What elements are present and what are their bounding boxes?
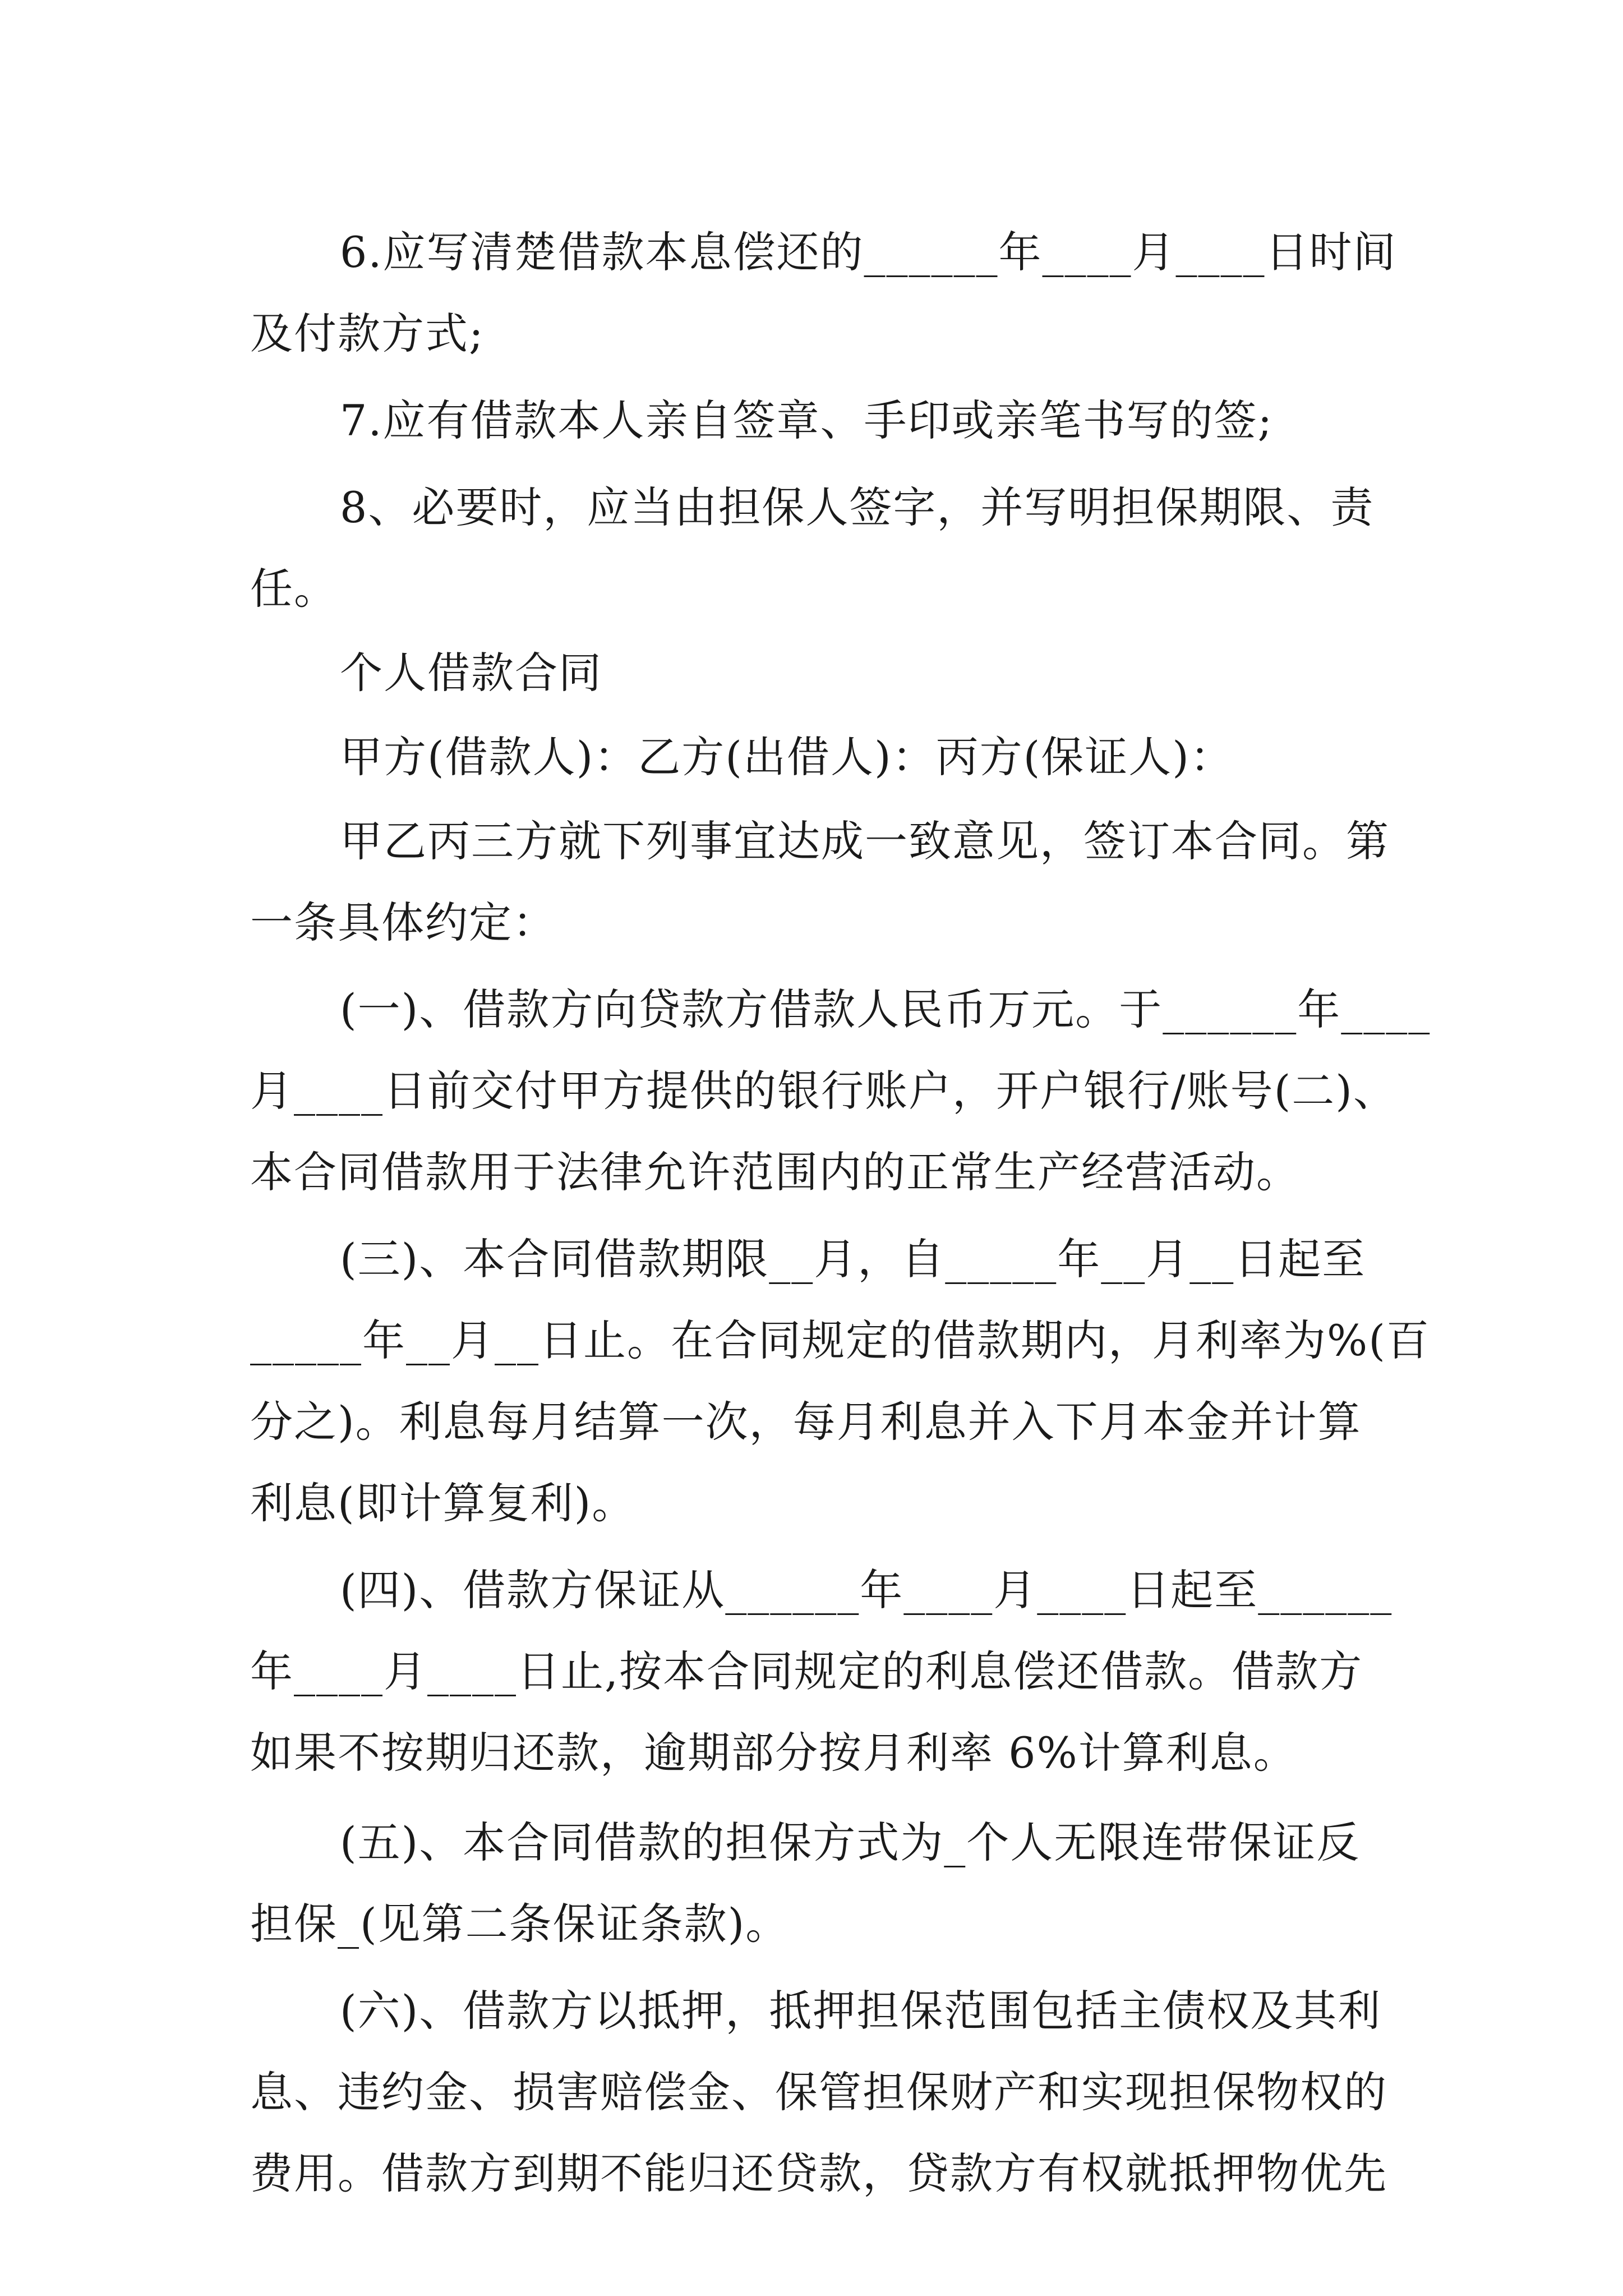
text-line: 费用。借款方到期不能归还贷款，贷款方有权就抵押物优先 bbox=[250, 2148, 1387, 2198]
text-line: 8、必要时，应当由担保人签字，并写明担保期限、责 bbox=[340, 482, 1375, 532]
text-line: 任。 bbox=[250, 564, 338, 614]
text-line: 7.应有借款本人亲自签章、手印或亲笔书写的签; bbox=[340, 395, 1274, 445]
text-line: 月____日前交付甲方提供的银行账户，开户银行/账号(二)、 bbox=[250, 1066, 1397, 1116]
text-line: 担保_(见第二条保证条款)。 bbox=[250, 1899, 790, 1949]
text-line: 甲乙丙三方就下列事宜达成一致意见，签订本合同。第 bbox=[340, 816, 1390, 866]
text-line: (四)、借款方保证从______年____月____日起至______ bbox=[340, 1565, 1393, 1615]
text-line: 分之)。利息每月结算一次，每月利息并入下月本金并计算 bbox=[250, 1397, 1362, 1447]
text-line: 如果不按期归还款，逾期部分按月利率 6%计算利息。 bbox=[250, 1728, 1297, 1778]
text-line: (一)、借款方向贷款方借款人民币万元。于______年____ bbox=[340, 984, 1431, 1034]
section-title: 个人借款合同 bbox=[340, 648, 602, 698]
text-line: (六)、借款方以抵押，抵押担保范围包括主债权及其利 bbox=[340, 1986, 1382, 2036]
text-line: 甲方(借款人)：乙方(出借人)：丙方(保证人)： bbox=[340, 732, 1234, 782]
text-line: 及付款方式; bbox=[250, 309, 485, 358]
text-line: 息、违约金、损害赔偿金、保管担保财产和实现担保物权的 bbox=[250, 2067, 1387, 2117]
text-line: _____年__月__日止。在合同规定的借款期内，月利率为%(百 bbox=[250, 1315, 1430, 1365]
text-line: 一条具体约定： bbox=[250, 898, 556, 947]
text-line: 本合同借款用于法律允许范围内的正常生产经营活动。 bbox=[250, 1147, 1300, 1197]
text-line: 6.应写清楚借款本息偿还的______年____月____日时间 bbox=[340, 227, 1397, 277]
text-line: 年____月____日止,按本合同规定的利息偿还借款。借款方 bbox=[250, 1646, 1363, 1696]
text-line: 利息(即计算复利)。 bbox=[250, 1478, 636, 1528]
text-line: (三)、本合同借款期限__月，自_____年__月__日起至 bbox=[340, 1234, 1366, 1284]
text-line: (五)、本合同借款的担保方式为_个人无限连带保证反 bbox=[340, 1818, 1361, 1867]
